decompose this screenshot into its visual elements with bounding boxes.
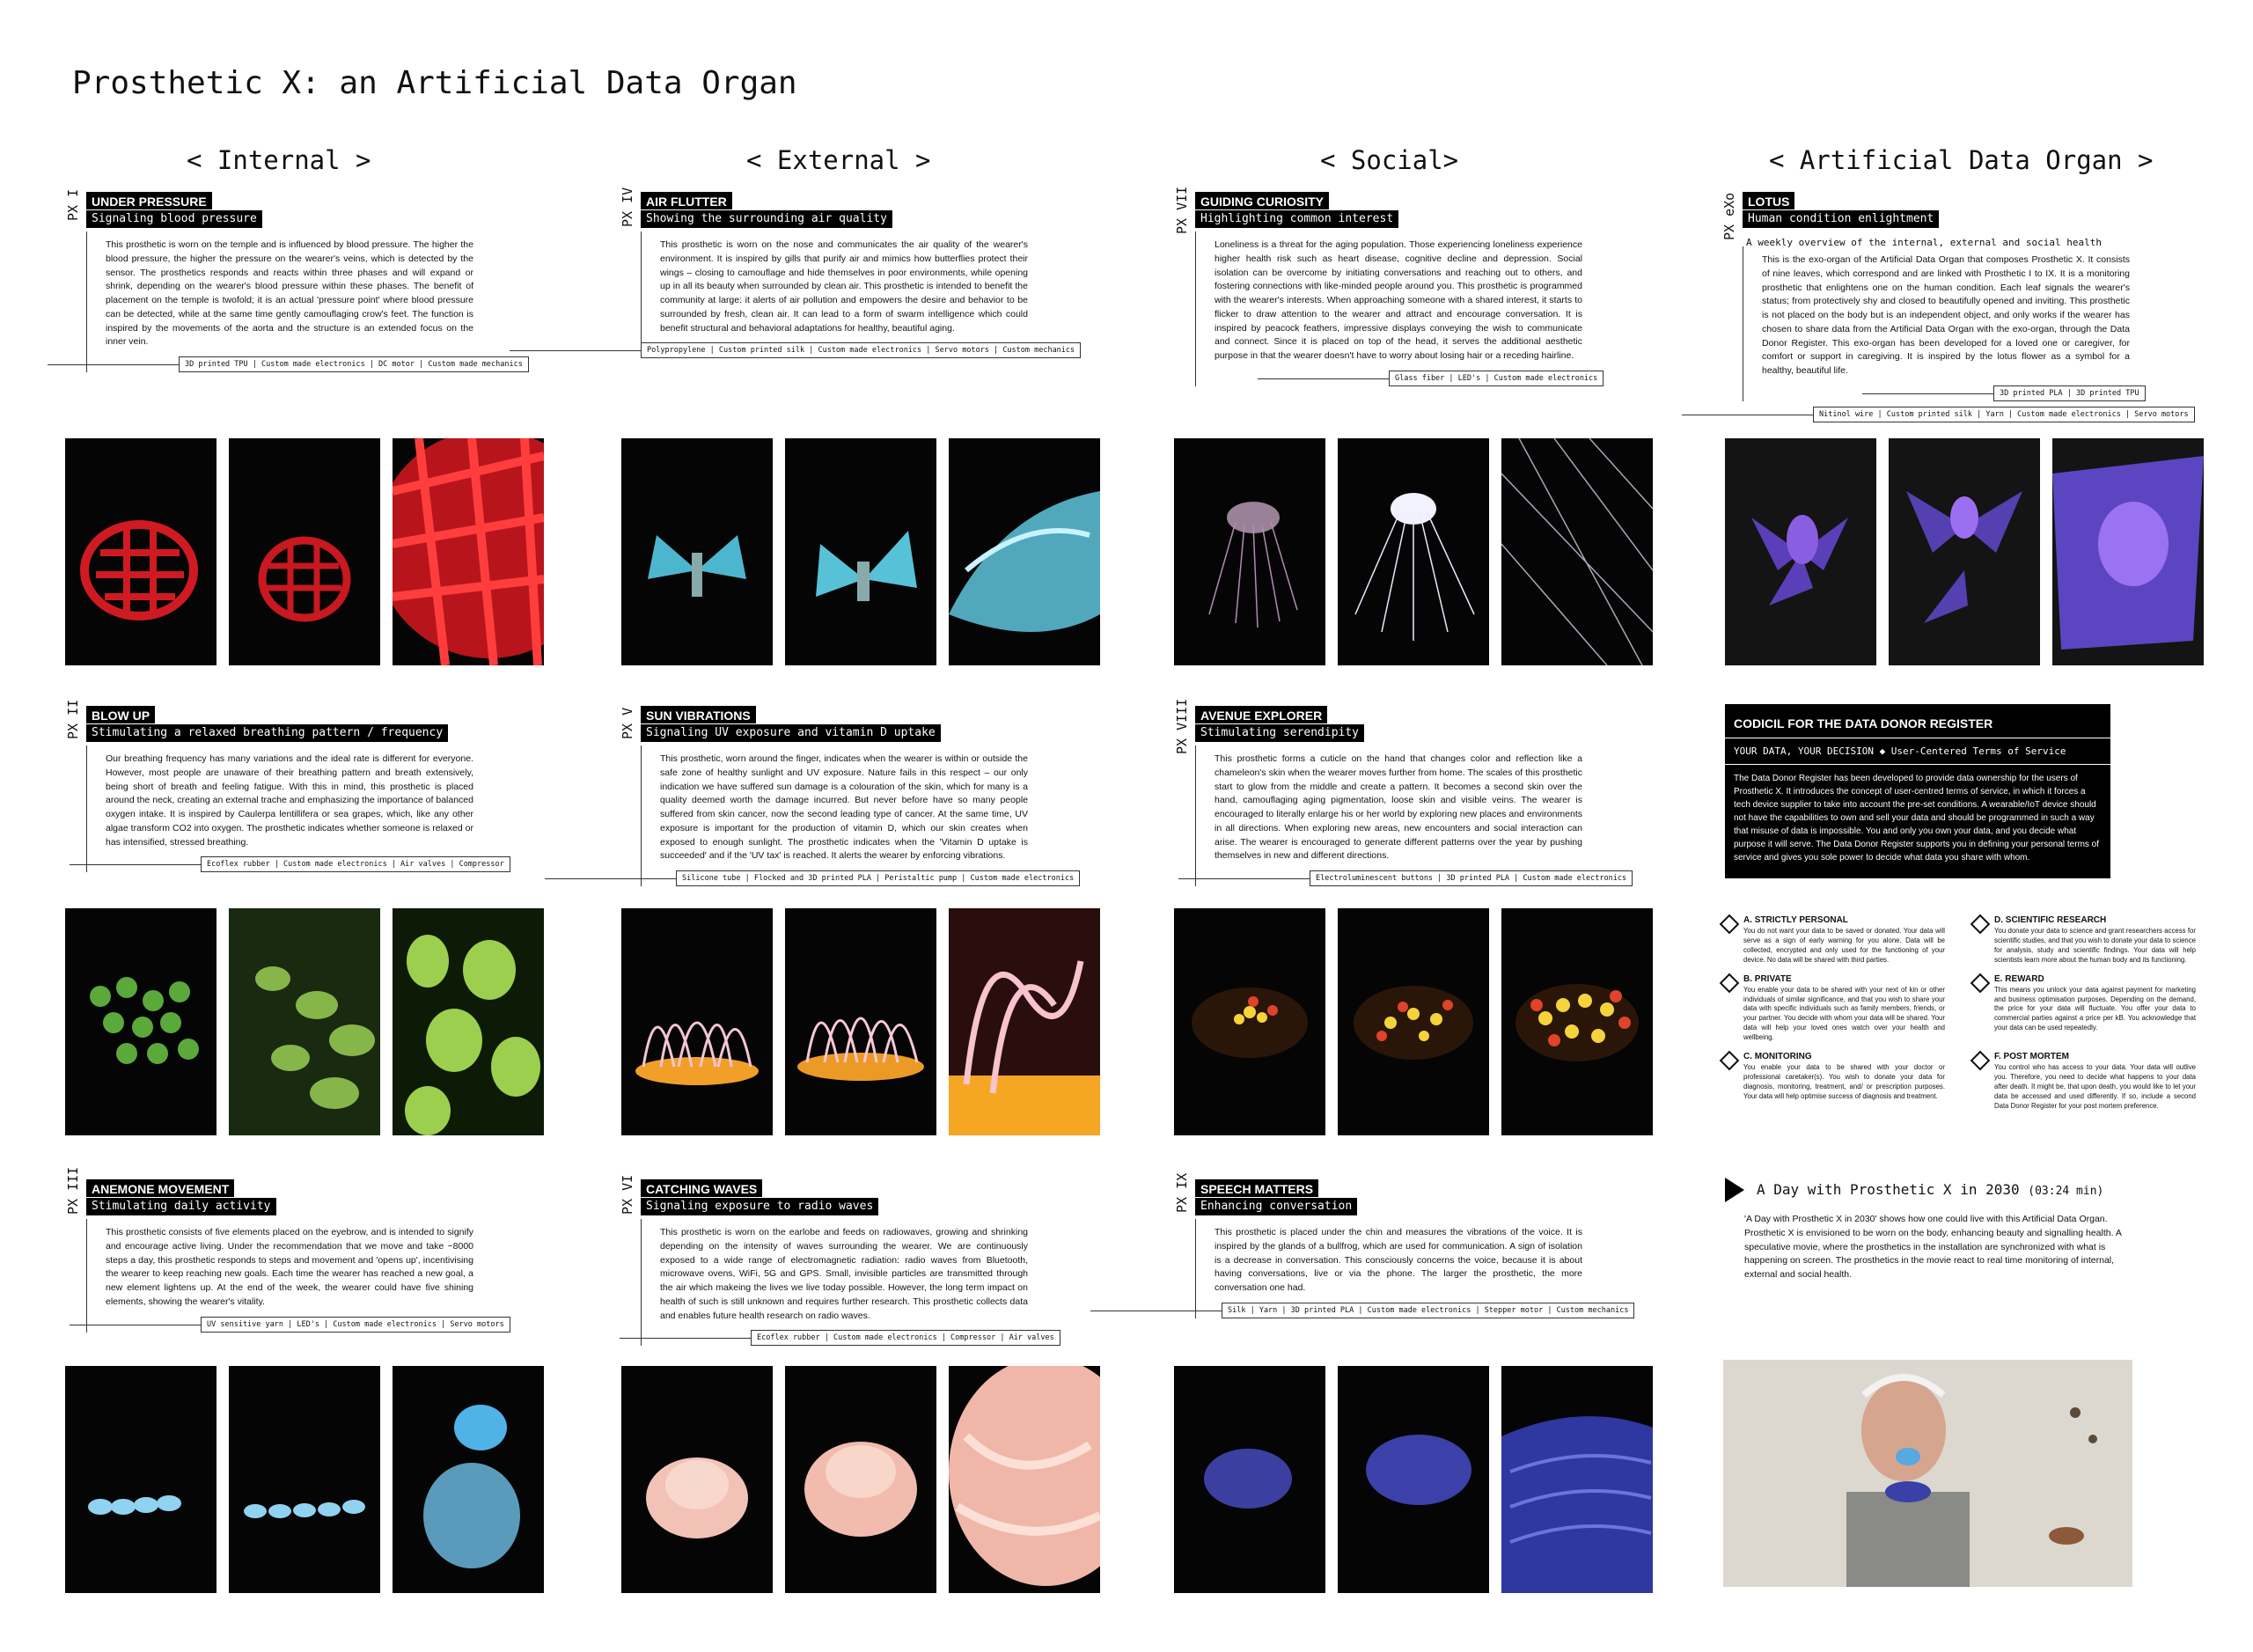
photo	[621, 908, 773, 1135]
play-icon[interactable]	[1725, 1178, 1744, 1202]
page-title: Prosthetic X: an Artificial Data Organ	[72, 65, 797, 101]
photo	[1501, 908, 1653, 1135]
option-text: You do not want your data to be saved or donated. Your data will serve as a sign of early warning for you alone. Data will be collected, encrypted and only used for the functioning of your device. No data will be shared with third parties.	[1743, 927, 1945, 964]
section-px-i	[65, 188, 523, 372]
option-d[interactable]	[1971, 915, 2196, 966]
section-note: A weekly overview of the internal, external and social health	[1746, 237, 2102, 248]
option-title: D. SCIENTIFIC RESEARCH	[1994, 915, 2107, 925]
photo	[1338, 908, 1489, 1135]
section-title: AIR FLUTTER	[641, 192, 732, 209]
data-donor-options	[1721, 915, 2196, 1112]
section-description: This prosthetic, worn around the finger, indicates when the wearer is within or outside the safe zone of healthy sunlight and UV exposure. Nature fails in this respect – our only indication we have suffered sun damage is a colouration of the skin, which for many is a quality deemed worth the damage incurred. But never before have so many people suffered from skin cancer, now the second leading type of cancer. At the same time, UV exposure is important for the production of vitamin D, which our skin creates when exposed to enough sunlight. The prosthetic indicates when the 'Vitamin D uptake is succeeded' and if the 'UV tax' is reached. It alerts the wearer by enforcing vibrations.	[641, 753, 1028, 863]
section-title: BLOW UP	[86, 706, 155, 723]
photo	[785, 1366, 936, 1593]
section-px-v	[620, 706, 1075, 886]
photo	[229, 438, 380, 665]
photo	[1725, 438, 1876, 665]
photo	[785, 908, 936, 1135]
video-description: 'A Day with Prosthetic X in 2030' shows how one could live with this Artificial Data Organ. Prosthetic X is envisioned to be worn on the body, enhancing beauty and signalling health. A speculative movie, where the prosthetics in the installation are synchronized with what is happening on screen. The prosthetics in the movie react to real time monitoring of internal, external and social health.	[1744, 1214, 2122, 1280]
diamond-checkbox-icon[interactable]	[1720, 1051, 1740, 1071]
photo	[949, 1366, 1100, 1593]
video-title	[1757, 1181, 2103, 1198]
photo	[393, 438, 544, 665]
section-code: PX II	[65, 699, 81, 739]
photo	[949, 908, 1100, 1135]
section-code: PX VI	[620, 1174, 635, 1215]
diamond-checkbox-icon[interactable]	[1720, 973, 1740, 993]
section-px-vi	[620, 1174, 1054, 1346]
section-subtitle: Stimulating daily activity	[86, 1198, 276, 1215]
photo	[621, 1366, 773, 1593]
option-f[interactable]	[1971, 1052, 2196, 1112]
section-code: PX I	[65, 188, 81, 221]
option-text: You donate your data to science and grant researchers access for scientific studies, and that you wish to donate your data to science for analysis, study and scientific findings. Your data will help scientists learn more about the human body and its functioning.	[1994, 927, 2196, 964]
section-description: This is the exo-organ of the Artificial Data Organ that composes Prosthetic X. It consists of nine leaves, which correspond and are linked with Prosthetic I to IX. It is a monitoring prosthetic that enlightens one on the human condition. Each leaf signals the wearer's status; from protectively shy and closed to beautifully opened and inviting. This prosthetic is not placed on the body but is an independent object, and only works if the wearer has chosen to share data from the Artificial Data Organ with the exo-organ, through the Data Donor Register. This exo-organ has been developed for a loved one or caregiver, for comfort or support in caregiving. It is inspired by the lotus flower as a symbol for a healthy, beautiful life.	[1743, 253, 2130, 378]
option-title: F. POST MORTEM	[1994, 1052, 2069, 1062]
photo	[1889, 438, 2040, 665]
photo	[393, 1366, 544, 1593]
section-code: PX IV	[620, 187, 635, 227]
photo	[1338, 1366, 1489, 1593]
photo-row-px-ix	[1174, 1366, 1653, 1593]
codicil-description: The Data Donor Register has been developed to provide data ownership for the users of Prosthetic X. It introduces the concept of user-centred terms of service, in which it forces a tech device supplier to take into account the pre-set conditions. A wearable/IoT device should not have the capabilities to own and sell your data and should be programmed in such a way that misuse of data is impossible. You and only you own your data, and you decide what purpose it will serve. The Data Donor Register supports you in defining your personal terms of service and gives you sole power to decide what data you share with whom.	[1734, 774, 2100, 863]
codicil-subtitle: YOUR DATA, YOUR DECISION ◆ User-Centered Terms of Service	[1734, 745, 2066, 757]
section-px-iii	[65, 1166, 504, 1333]
photo-row-px-vii	[1174, 438, 1653, 665]
section-code: PX VII	[1174, 186, 1190, 234]
photo-row-px-exo	[1725, 438, 2204, 665]
column-heading-artificial-data-organ: < Artificial Data Organ >	[1769, 145, 2154, 175]
section-description: This prosthetic is worn on the earlobe and feeds on radiowaves, growing and shrinking depending on the intensity of waves surrounding the wearer. We are continuously exposed to a wide range of electromagnetic radiation: radio waves from Bluetooth, microwave ovens, WiFi, 5G and GPS. Small, invisible particles are transmitted through the air which makeing the lives we live today possible. However, the long term impact on health of such is still unknown and requires further research. This prosthetic collects data and enables future health research on radio waves.	[641, 1226, 1028, 1323]
option-a[interactable]	[1721, 915, 1945, 966]
section-px-viii	[1174, 698, 1627, 886]
section-subtitle: Showing the surrounding air quality	[641, 210, 892, 228]
section-px-ix	[1174, 1172, 1629, 1318]
photo	[621, 438, 773, 665]
photo-row-px-viii	[1174, 908, 1653, 1135]
materials-tag: 3D printed PLA | 3D printed TPU	[1993, 385, 2146, 401]
photo	[1501, 438, 1653, 665]
materials-tag: Electroluminescent buttons | 3D printed PLA | Custom made electronics	[1310, 870, 1633, 886]
section-description: Our breathing frequency has many variations and the ideal rate is different for everyone. However, most people are unaware of their breathing pattern and breath extensively, being short of breath and feeling fatigue. With this in mind, this prosthetic is placed around the neck, creating an external trache and emphasizing the importance of balanced oxygen intake. It is inspired by Caulerpa lentillifera or sea grapes, which, like any other algae transform CO2 into oxygen. The prosthetic indicates whether someone is relaxed or has intensified, stressed breathing.	[86, 753, 473, 849]
divider	[1725, 764, 2110, 765]
section-code: PX IX	[1174, 1172, 1190, 1213]
photo	[785, 438, 936, 665]
section-subtitle: Stimulating a relaxed breathing pattern / frequency	[86, 724, 448, 742]
column-heading-internal: < Internal >	[187, 145, 371, 175]
section-title: AVENUE EXPLORER	[1195, 706, 1327, 723]
materials-tag: Polypropylene | Custom printed silk | Custom made electronics | Servo motors | Custom mechanics	[641, 342, 1081, 358]
materials-tag: UV sensitive yarn | LED's | Custom made electronics | Servo motors	[201, 1317, 510, 1333]
section-title: SUN VIBRATIONS	[641, 706, 756, 723]
section-code: PX III	[65, 1166, 81, 1215]
option-e[interactable]	[1971, 974, 2196, 1043]
photo-row-px-iv	[621, 438, 1100, 665]
section-description: This prosthetic consists of five elements placed on the eyebrow, and is intended to signify and encourage active living. Under the recommendation that we move and take ~8000 steps a day, this prosthetic responds to steps and movement and 'opens up', incentivising the wearer to keep reaching new goals. Each time the wearer has reached a new goal, a new element lightens up. At the end of the week, the wearer could have five shining elements, showing the wearer's vitality.	[86, 1226, 473, 1310]
photo	[2052, 438, 2204, 665]
photo	[1501, 1366, 1653, 1593]
diamond-checkbox-icon[interactable]	[1970, 973, 1991, 993]
photo	[65, 1366, 216, 1593]
section-subtitle: Stimulating serendipity	[1195, 724, 1364, 742]
section-description: This prosthetic is worn on the nose and communicates the air quality of the wearer's environment. It is inspired by gills that purify air and mimics how butterflies protect their wings – closing to camouflage and hide themselves in poor environments, while opening up in all its beauty when surrounded by clean air. This prosthetic is intended to benefit the community at large: it alerts of air pollution and empowers the desire and behavior to be surrounded by fresh, clean air. It can lead to a form of swarm intelligence which could benefit structural and behavioral adaptations for healthy, beautiful aging.	[641, 239, 1028, 335]
column-heading-external: < External >	[746, 145, 931, 175]
codicil-title: CODICIL FOR THE DATA DONOR REGISTER	[1734, 716, 1993, 731]
option-text: This means you unlock your data against payment for marketing and business optimisation purposes. Depending on the demand, the price for your data will fluctuate. You offer your data to commercial parties against a price per kB. You acknowledge that your data can be used repeatedly.	[1994, 985, 2196, 1032]
materials-tag: 3D printed TPU | Custom made electronics | DC motor | Custom made mechanics	[179, 356, 529, 372]
section-code: PX V	[620, 707, 635, 739]
materials-tag: Silk | Yarn | 3D printed PLA | Custom made electronics | Stepper motor | Custom mechanics	[1222, 1303, 1634, 1318]
diamond-checkbox-icon[interactable]	[1720, 914, 1740, 935]
video-duration: (03:24 min)	[2028, 1185, 2104, 1198]
photo	[229, 1366, 380, 1593]
option-text: You enable your data to be shared with your next of kin or other individuals of similar significance, and that you wish to share your data with specific individuals such as family members, friends, or your partner. You decide with whom your data will be shared. Your data will help your loved ones watch over your health and wellbeing.	[1743, 985, 1945, 1042]
section-subtitle: Highlighting common interest	[1195, 210, 1398, 228]
photo-row-px-vi	[621, 1366, 1100, 1593]
option-b[interactable]	[1721, 974, 1945, 1043]
option-title: E. REWARD	[1994, 973, 2044, 984]
section-title: CATCHING WAVES	[641, 1179, 762, 1197]
video-title-text: A Day with Prosthetic X in 2030	[1757, 1181, 2020, 1198]
diamond-checkbox-icon[interactable]	[1970, 914, 1991, 935]
option-text: You control who has access to your data. Your data will outlive you. Therefore, you need to decide what happens to your data after death. It might be, that upon death, you would like to let your data be accessed and used differently. If so, include a second Data Donor Register for your post mortem preference.	[1994, 1063, 2196, 1110]
column-heading-social: < Social>	[1320, 145, 1459, 175]
section-subtitle: Human condition enlightment	[1743, 210, 1939, 228]
section-code: PX eXo	[1721, 192, 1737, 240]
section-subtitle: Enhancing conversation	[1195, 1198, 1357, 1215]
materials-tag: Glass fiber | LED's | Custom made electronics	[1389, 371, 1604, 386]
photo	[1174, 1366, 1325, 1593]
option-title: A. STRICTLY PERSONAL	[1743, 915, 1848, 925]
option-c[interactable]	[1721, 1052, 1945, 1112]
photo-row-px-v	[621, 908, 1100, 1135]
codicil-panel	[1725, 704, 2110, 878]
photo	[229, 908, 380, 1135]
photo	[1338, 438, 1489, 665]
materials-tag-secondary: Nitinol wire | Custom printed silk | Yarn | Custom made electronics | Servo motors	[1813, 407, 2195, 422]
photo-row-px-ii	[65, 908, 544, 1135]
section-title: GUIDING CURIOSITY	[1195, 192, 1329, 209]
section-px-exo	[1721, 192, 2189, 422]
option-title: C. MONITORING	[1743, 1052, 1812, 1062]
video-still[interactable]	[1723, 1360, 2132, 1587]
section-title: UNDER PRESSURE	[86, 192, 212, 209]
option-text: You enable your data to be shared with your doctor or professional caretaker(s). You wish to donate your data for diagnosis, monitoring, treatment, and/ or prescription purposes. Your data will help optimise success of diagnosis and treatment.	[1743, 1063, 1945, 1100]
section-px-vii	[1174, 186, 1598, 386]
photo-row-px-i	[65, 438, 544, 665]
section-code: PX VIII	[1174, 698, 1190, 754]
photo	[65, 438, 216, 665]
section-description: This prosthetic is worn on the temple and is influenced by blood pressure. The higher the blood pressure, the higher the pressure on the wearer's veins, which is detected by the sensor. The prosthetics responds and reacts within three phases and will expand or shrink, depending on the wearer's blood pressure within these phases. The benefit of placement on the temple is twofold; it is an actual 'pressure point' where blood pressure can be detected, while at the same time gently camouflaging crow's feet. The function is inspired by the movements of the aorta and the structure is an extended focus on the inner vein.	[86, 239, 473, 349]
photo	[393, 908, 544, 1135]
diamond-checkbox-icon[interactable]	[1970, 1051, 1991, 1071]
materials-tag: Silicone tube | Flocked and 3D printed PLA | Peristaltic pump | Custom made electronics	[676, 870, 1080, 886]
section-description: This prosthetic forms a cuticle on the hand that changes color and reflection like a chameleon's skin when the wearer moves further from home. The scales of this prosthetic start to glow from the middle and create a pattern. It becomes a second skin over the hand, camouflaging aging pigmentation, loose skin and visible veins. The wearer is encouraged to literally enlarge his or her world by exploring new places and environments in all directions. When exploring new areas, new encounters and social interaction can arise. The wearer is encouraged to generate different patterns over the year by pushing themselves in new and different directions.	[1195, 753, 1582, 863]
section-px-ii	[65, 699, 504, 872]
section-title: ANEMONE MOVEMENT	[86, 1179, 234, 1197]
photo	[1174, 438, 1325, 665]
section-subtitle: Signaling UV exposure and vitamin D uptake	[641, 724, 941, 742]
option-title: B. PRIVATE	[1743, 973, 1792, 984]
section-description: This prosthetic is placed under the chin and measures the vibrations of the voice. It is inspired by the glands of a bullfrog, which are used for communication. A sign of isolation is a decrease in conversation. This consciously concerns the voice, because it is about having conversations, live or via the phone. The larger the prosthetic, the more conversation one had.	[1195, 1226, 1582, 1296]
section-title: LOTUS	[1743, 192, 1794, 209]
section-title: SPEECH MATTERS	[1195, 1179, 1318, 1197]
materials-tag: Ecoflex rubber | Custom made electronics | Compressor | Air valves	[751, 1330, 1060, 1346]
section-description: Loneliness is a threat for the aging population. Those experiencing loneliness experience higher health risk such as heart disease, cognitive decline and depression. Social isolation can be overcome by initiating conversations and reaching out to others, and fostering connections with like-minded people around you. This prosthetic is programmed with the wearer's interests. When approaching someone with a shared interest, it starts to flicker to draw attention to the wearer and attract and encourage conversation. It is inspired by peacock feathers, impressive displays conveying the wish to communicate and connect. Since it is placed on top of the head, it serves the additional aesthetic purpose in that the wearer doesn't have to worry about losing hair or a receding hairline.	[1195, 239, 1582, 363]
section-subtitle: Signaling exposure to radio waves	[641, 1198, 878, 1215]
section-subtitle: Signaling blood pressure	[86, 210, 262, 228]
photo	[1174, 908, 1325, 1135]
section-px-iv	[620, 187, 1075, 358]
materials-tag: Ecoflex rubber | Custom made electronics | Air valves | Compressor	[201, 856, 510, 872]
photo	[65, 908, 216, 1135]
photo	[949, 438, 1100, 665]
photo-row-px-iii	[65, 1366, 544, 1593]
